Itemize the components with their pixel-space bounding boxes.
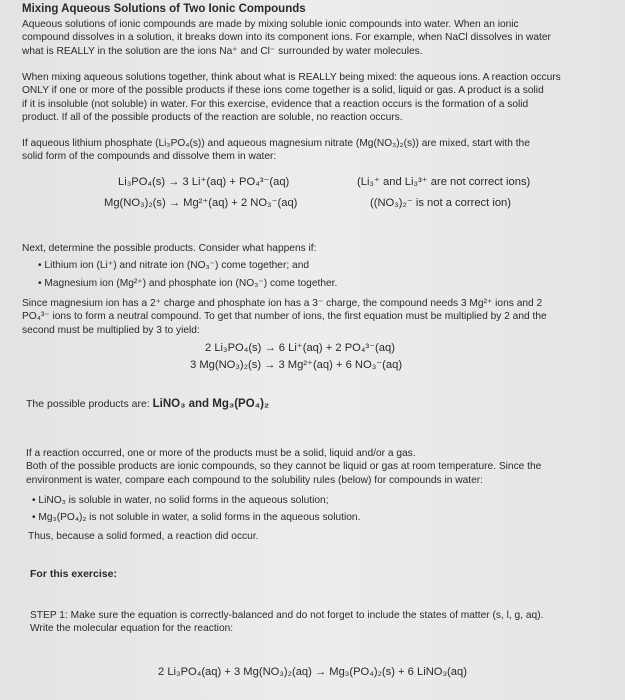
dissociation-equation-2: Mg(NO₃)₂(s) → Mg²⁺(aq) + 2 NO₃⁻(aq) [104, 197, 298, 209]
dissociation-equation-1: Li₃PO₄(s) → 3 Li⁺(aq) + PO₄³⁻(aq) [118, 176, 290, 188]
intro-line: compound dissolves in a solution, it breaks down into its component ions. For example, when NaCl dissolves in water [22, 32, 551, 44]
mix-paragraph [22, 137, 530, 164]
mix-line: If aqueous lithium phosphate (Li₃PO₄(s)) and aqueous magnesium nitrate (Mg(NO₃)₂(s)) are mixed, start with the [22, 138, 530, 149]
rule-paragraph [22, 71, 561, 124]
scaled-equation-1: 2 Li₃PO₄(s) → 6 Li⁺(aq) + 2 PO₄³⁻(aq) [205, 342, 395, 354]
ion-note-1: (Li₃⁺ and Li₃³⁺ are not correct ions) [357, 176, 531, 188]
bullet-text: Mg₃(PO₄)₂ is not soluble in water, a solid forms in the aqueous solution. [38, 512, 361, 523]
bullet-text: Magnesium ion (Mg²⁺) and phosphate ion (NO₃⁻) come together. [44, 278, 338, 289]
charge-paragraph [22, 297, 547, 337]
reaction-line: environment is water, compare each compound to the solubility rules (below) for compounds in water: [26, 474, 483, 486]
next-step-text: Next, determine the possible products. Consider what happens if: [22, 243, 317, 254]
step1-line: Write the molecular equation for the reaction: [30, 623, 234, 635]
rule-line: product. If all of the possible products of the reaction are soluble, no reaction occurs. [22, 111, 403, 123]
conclusion-text: Thus, because a solid formed, a reaction did occur. [28, 531, 259, 542]
products-label: The possible products are: [26, 398, 150, 410]
reaction-line: If a reaction occurred, one or more of the products must be a solid, liquid and/or a gas. [26, 448, 416, 459]
charge-line: Since magnesium ion has a 2⁺ charge and phosphate ion has a 3⁻ charge, the compound needs 3 Mg²⁺ ions and 2 [22, 298, 543, 309]
rule-line: ONLY if one or more of the possible products if these ions come together is a solid, liquid or gas. A product is a solid [22, 85, 544, 97]
molecular-equation: 2 Li₃PO₄(aq) + 3 Mg(NO₃)₂(aq) → Mg₃(PO₄)₂(s) + 6 LiNO₃(aq) [158, 666, 467, 678]
mix-line: solid form of the compounds and dissolve them in water: [22, 151, 277, 163]
exercise-label: For this exercise: [30, 568, 117, 580]
charge-line: second must be multiplied by 3 to yield: [22, 324, 200, 336]
scaled-equation-2: 3 Mg(NO₃)₂(s) → 3 Mg²⁺(aq) + 6 NO₃⁻(aq) [190, 359, 403, 371]
bullet-text: LiNO₃ is soluble in water, no solid forms in the aqueous solution; [38, 495, 329, 506]
step1-line: STEP 1: Make sure the equation is correctly-balanced and do not forget to include the states of matter (s, l, g, aq). [30, 610, 544, 621]
bullet-item: • Mg₃(PO₄)₂ is not soluble in water, a solid forms in the aqueous solution. [32, 512, 361, 523]
rule-line: When mixing aqueous solutions together, think about what is REALLY being mixed: the aqueous ions. A reaction occurs [22, 72, 561, 83]
rule-line: if it is insoluble (not soluble) in water. For this exercise, evidence that a reaction occurs is the formation of a solid [22, 98, 529, 110]
bullet-item: • LiNO₃ is soluble in water, no solid forms in the aqueous solution; [32, 495, 329, 506]
step1-paragraph [30, 609, 543, 636]
possible-products [26, 398, 269, 410]
products-value: LiNO₃ and Mg₃(PO₄)₂ [152, 398, 270, 410]
reaction-line: Both of the possible products are ionic compounds, so they cannot be liquid or gas at room temperature. Since the [26, 461, 542, 473]
bullet-text: Lithium ion (Li⁺) and nitrate ion (NO₃⁻) come together; and [44, 260, 310, 271]
intro-line: what is REALLY in the solution are the ions Na⁺ and Cl⁻ surrounded by water molecules. [22, 45, 423, 57]
intro-paragraph [22, 18, 551, 58]
charge-line: PO₄³⁻ ions to form a neutral compound. To get that number of ions, the first equation must be multiplied by 2 and the [22, 311, 547, 323]
bullet-item: • Lithium ion (Li⁺) and nitrate ion (NO₃⁻) come together; and [38, 260, 310, 271]
intro-line: Aqueous solutions of ionic compounds are made by mixing soluble ionic compounds into water. When an ionic [22, 19, 519, 30]
reaction-paragraph [26, 447, 541, 487]
ion-note-2: ((NO₃)₂⁻ is not a correct ion) [370, 197, 512, 209]
bullet-item: • Magnesium ion (Mg²⁺) and phosphate ion (NO₃⁻) come together. [38, 278, 338, 289]
page-title: Mixing Aqueous Solutions of Two Ionic Compounds [22, 3, 306, 15]
